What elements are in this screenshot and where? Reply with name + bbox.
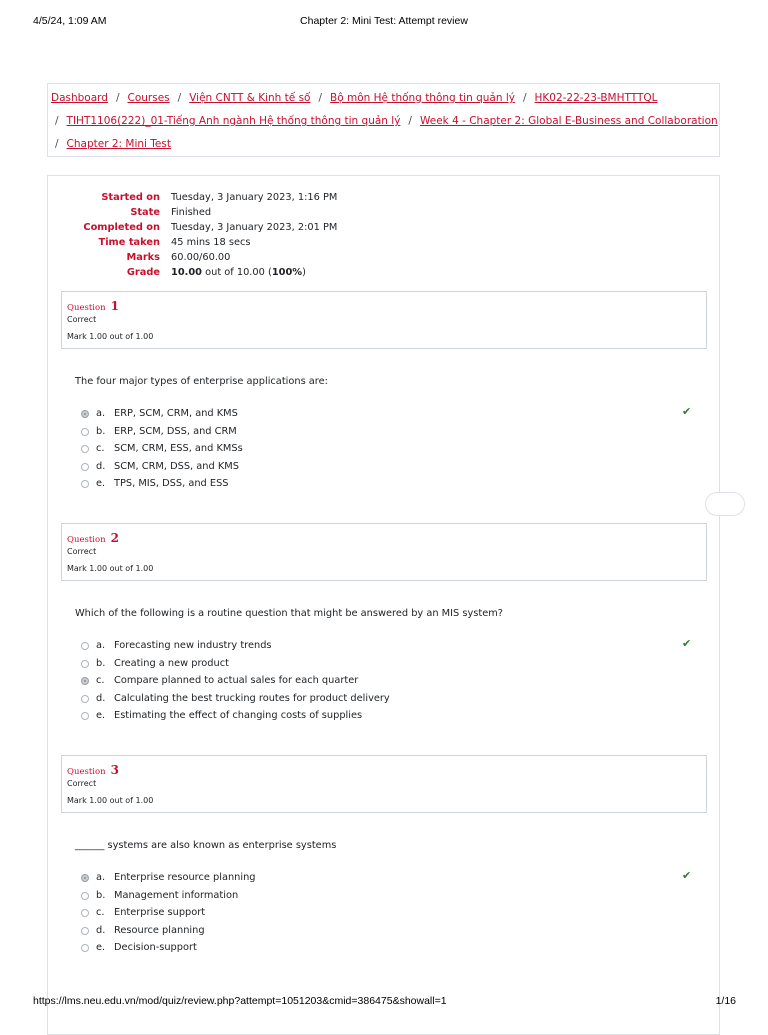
breadcrumb-separator: / [318, 92, 323, 104]
question-state: Correct [67, 547, 97, 556]
summary-value [171, 267, 306, 278]
question-grade: Mark 1.00 out of 1.00 [67, 796, 154, 805]
print-page-number: 1/16 [715, 995, 736, 1007]
summary-value: Tuesday, 3 January 2023, 1:16 PM [171, 192, 338, 203]
answer-letter: e. [96, 710, 106, 722]
breadcrumb-week[interactable]: Week 4 - Chapter 2: Global E-Business and Collaboration [419, 115, 718, 127]
radio-button[interactable] [81, 642, 89, 650]
answer-text: Forecasting new industry trends [114, 640, 272, 651]
question-number-value: 3 [110, 763, 120, 777]
answer-letter: a. [96, 640, 106, 651]
summary-value: Tuesday, 3 January 2023, 2:01 PM [171, 222, 338, 233]
summary-label: Time taken [98, 237, 160, 248]
answer-text: Enterprise resource planning [114, 872, 256, 883]
answer-text: ERP, SCM, DSS, and CRM [114, 425, 237, 437]
answer-letter: b. [96, 657, 106, 669]
question-info-2 [61, 523, 707, 581]
grade-close: ) [302, 267, 306, 278]
breadcrumb-semester[interactable]: HK02-22-23-BMHTTTQL [534, 92, 658, 104]
radio-button[interactable] [81, 944, 89, 952]
radio-button[interactable] [81, 410, 89, 418]
answer-text: Creating a new product [114, 657, 229, 669]
answer-option[interactable] [81, 710, 481, 724]
question-number-value: 1 [110, 299, 120, 313]
answer-option[interactable] [81, 478, 481, 492]
breadcrumb-course[interactable]: TIHT1106(222)_01-Tiếng Anh ngành Hệ thống thông tin quản lý [66, 115, 401, 127]
breadcrumb-separator: / [408, 115, 412, 127]
answer-text: Estimating the effect of changing costs of supplies [114, 710, 363, 722]
breadcrumb-separator: / [177, 92, 182, 104]
breadcrumb [47, 83, 720, 157]
summary-value: 45 mins 18 secs [171, 237, 251, 248]
answer-letter: e. [96, 478, 106, 490]
print-title: Chapter 2: Mini Test: Attempt review [300, 15, 468, 27]
question-prefix: Question [67, 303, 106, 313]
answer-option[interactable] [81, 426, 481, 440]
question-prefix: Question [67, 767, 106, 777]
answer-text: SCM, CRM, ESS, and KMSs [114, 443, 243, 455]
answer-letter: a. [96, 408, 106, 419]
answer-option[interactable] [81, 942, 481, 956]
grade-out-of: out of 10.00 ( [202, 267, 272, 278]
question-info-3 [61, 755, 707, 813]
answer-letter: b. [96, 425, 106, 437]
question-number [67, 527, 119, 546]
question-text-3: ______ systems are also known as enterprise systems [75, 840, 337, 851]
answer-option[interactable] [81, 693, 481, 707]
breadcrumb-separator: / [55, 138, 59, 150]
answer-letter: d. [96, 460, 106, 472]
question-grade: Mark 1.00 out of 1.00 [67, 332, 154, 341]
correct-check-icon: ✔ [682, 869, 692, 882]
answer-option[interactable] [81, 443, 481, 457]
summary-label: Started on [101, 192, 160, 203]
question-text-1: The four major types of enterprise applications are: [75, 376, 328, 387]
breadcrumb-dashboard[interactable]: Dashboard [51, 92, 108, 104]
answer-letter: e. [96, 942, 106, 954]
answer-option[interactable] [81, 890, 481, 904]
answer-option[interactable] [81, 925, 481, 939]
grade-score: 10.00 [171, 267, 202, 278]
radio-button[interactable] [81, 445, 89, 453]
summary-label: Grade [126, 267, 160, 278]
answer-option[interactable] [81, 461, 481, 475]
answer-text: Management information [114, 889, 239, 901]
breadcrumb-line-3 [55, 138, 171, 150]
breadcrumb-courses[interactable]: Courses [127, 92, 170, 104]
summary-label: State [130, 207, 160, 218]
question-state: Correct [67, 779, 97, 788]
radio-button[interactable] [81, 428, 89, 436]
answer-letter: a. [96, 872, 106, 883]
answer-option[interactable] [81, 907, 481, 921]
answer-text: TPS, MIS, DSS, and ESS [114, 478, 229, 490]
answer-letter: b. [96, 889, 106, 901]
breadcrumb-separator: / [55, 115, 59, 127]
radio-button[interactable] [81, 677, 89, 685]
question-number [67, 759, 119, 778]
answer-text: SCM, CRM, DSS, and KMS [114, 460, 239, 472]
radio-button[interactable] [81, 660, 89, 668]
radio-button[interactable] [81, 695, 89, 703]
question-info-1 [61, 291, 707, 349]
question-text-2: Which of the following is a routine question that might be answered by an MIS system? [75, 608, 503, 619]
print-datetime: 4/5/24, 1:09 AM [33, 15, 107, 27]
radio-button[interactable] [81, 874, 89, 882]
breadcrumb-separator: / [522, 92, 527, 104]
answer-option[interactable] [81, 658, 481, 672]
answer-letter: c. [96, 443, 105, 455]
question-number-value: 2 [110, 531, 120, 545]
answer-option[interactable] [81, 640, 481, 654]
radio-button[interactable] [81, 480, 89, 488]
summary-value: Finished [171, 207, 212, 218]
answer-letter: c. [96, 675, 105, 687]
answer-option[interactable] [81, 408, 481, 422]
grade-percent: 100% [271, 267, 303, 278]
drawer-toggle[interactable] [705, 492, 745, 516]
answer-text: ERP, SCM, CRM, and KMS [114, 408, 238, 419]
answer-letter: c. [96, 907, 105, 919]
radio-button[interactable] [81, 909, 89, 917]
question-state: Correct [67, 315, 97, 324]
answer-text: Enterprise support [114, 907, 206, 919]
answer-option[interactable] [81, 675, 481, 689]
question-grade: Mark 1.00 out of 1.00 [67, 564, 154, 573]
question-number [67, 295, 119, 314]
correct-check-icon: ✔ [682, 405, 692, 418]
breadcrumb-line-1 [51, 92, 658, 104]
summary-value: 60.00/60.00 [171, 252, 231, 263]
breadcrumb-department[interactable]: Bộ môn Hệ thống thông tin quản lý [330, 92, 515, 104]
breadcrumb-quiz[interactable]: Chapter 2: Mini Test [66, 138, 171, 150]
radio-button[interactable] [81, 892, 89, 900]
summary-label: Marks [126, 252, 160, 263]
answer-letter: d. [96, 692, 106, 704]
print-url: https://lms.neu.edu.vn/mod/quiz/review.php?attempt=1051203&cmid=386475&showall=1 [33, 995, 447, 1007]
answer-text: Decision-support [114, 942, 197, 954]
radio-button[interactable] [81, 927, 89, 935]
correct-check-icon: ✔ [682, 637, 692, 650]
breadcrumb-line-2 [55, 115, 718, 127]
answer-text: Calculating the best trucking routes for product delivery [114, 692, 390, 704]
answer-text: Resource planning [114, 924, 205, 936]
radio-button[interactable] [81, 712, 89, 720]
breadcrumb-institute[interactable]: Viện CNTT & Kinh tế số [189, 92, 311, 104]
question-prefix: Question [67, 535, 106, 545]
radio-button[interactable] [81, 463, 89, 471]
breadcrumb-separator: / [115, 92, 120, 104]
answer-letter: d. [96, 924, 106, 936]
answer-option[interactable] [81, 872, 481, 886]
summary-label: Completed on [83, 222, 160, 233]
answer-text: Compare planned to actual sales for each quarter [114, 675, 359, 687]
